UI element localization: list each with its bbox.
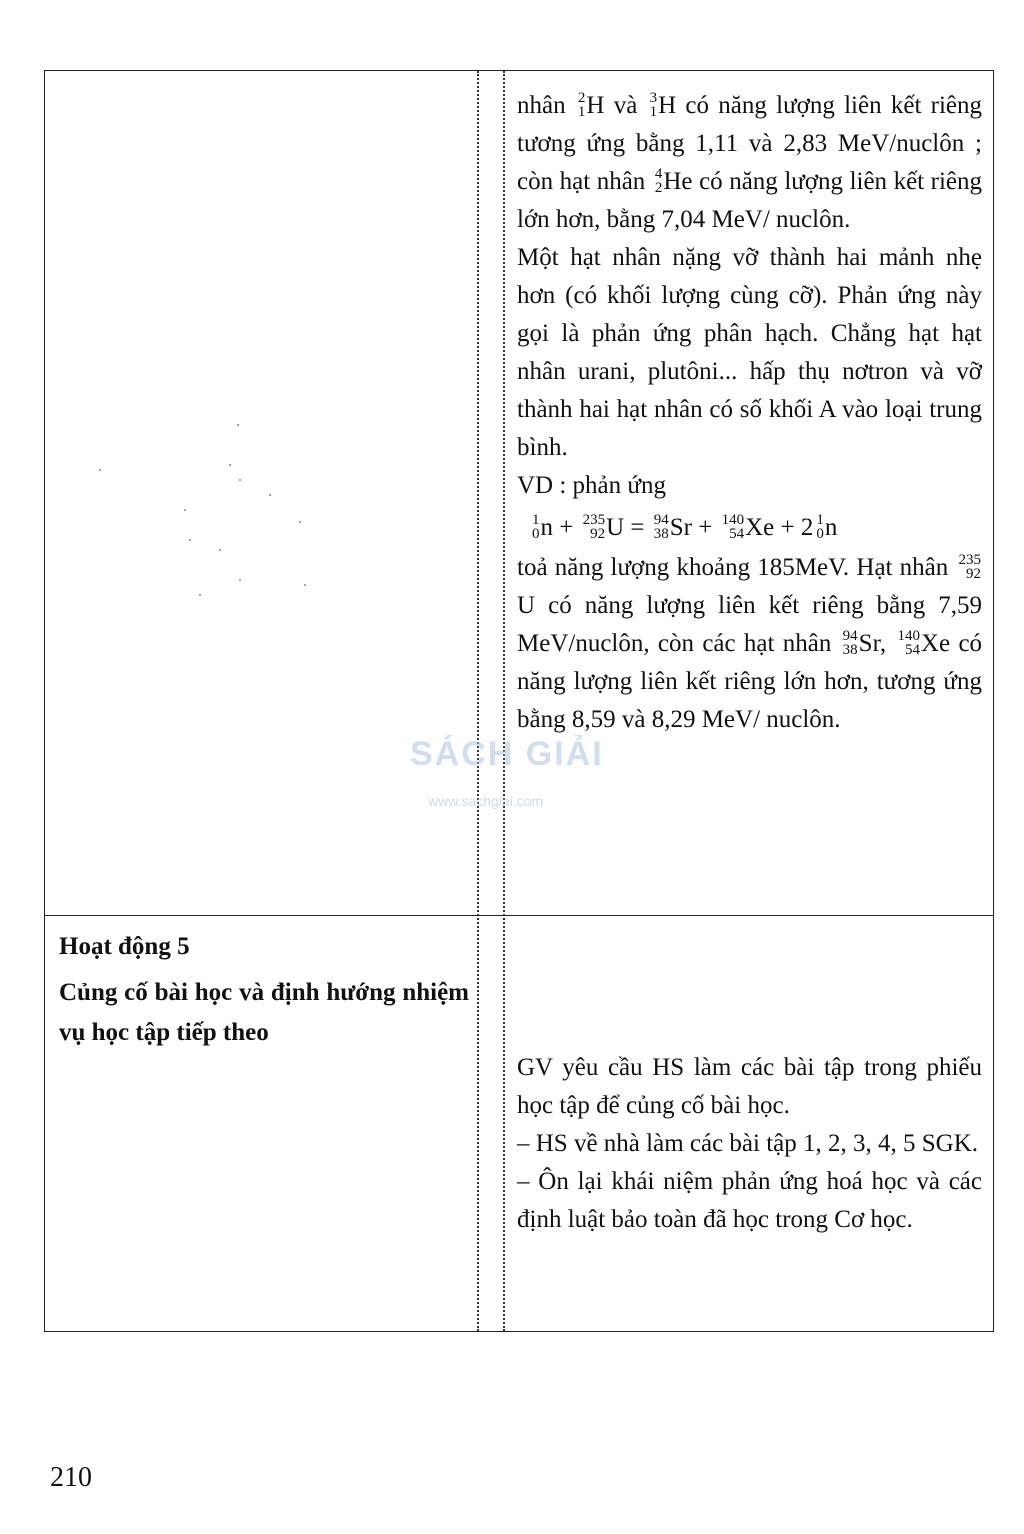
- review-instruction: – Ôn lại khái niệm phản ứng hoá học và các định luật bảo toàn đã học trong Cơ học.: [517, 1168, 982, 1233]
- row-divider: [45, 915, 993, 916]
- column-divider: [477, 71, 505, 1331]
- bottom-left-cell: [59, 927, 469, 1053]
- fission-equation: 1 0 n + 235 92 U = 94 38 Sr + 140 54 Xe + 2 1 0 n: [532, 512, 838, 543]
- page-number: 210: [50, 1462, 92, 1493]
- activity-subheading: Củng cố bài học và định hướng nhiệm vụ học tập tiếp theo: [59, 979, 469, 1046]
- paragraph-fission: Một hạt nhân nặng vỡ thành hai mảnh nhẹ hơn (có khối lượng cùng cỡ). Phản ứng này gọi là phản ứng phân hạch. Chẳng hạt hạt nhân urani, plutôni... hấp thụ nơtron và vỡ thành hai hạt nhân có số khối A vào loại trung bình.: [517, 244, 982, 461]
- paragraph-binding-energy: nhân 2 1 H và 3 1 H có năng lượng liên kết riêng tương ứng bằng 1,11 và 2,83 MeV/nuclôn ; còn hạt nhân 4 2 He có năng lượng liên kết riêng lớn hơn, bằng 7,04 MeV/ nuclôn.: [517, 90, 983, 233]
- lesson-table: [44, 70, 994, 1332]
- teacher-instruction: GV yêu cầu HS làm các bài tập trong phiếu học tập để củng cố bài học.: [517, 1054, 982, 1119]
- homework-instruction: – HS về nhà làm các bài tập 1, 2, 3, 4, 5 SGK.: [517, 1130, 979, 1157]
- bottom-right-cell: [517, 1049, 982, 1239]
- watermark-logo: SÁCH GIẢI: [410, 735, 604, 773]
- scan-speckles: [90, 420, 320, 620]
- activity-heading: Hoạt động 5: [59, 933, 190, 960]
- watermark-url: www.sachgiai.com: [428, 793, 544, 809]
- paragraph-energy-release: toả năng lượng khoảng 185MeV. Hạt nhân 235 92 U có năng lượng liên kết riêng bằng 7,59 MeV/nuclôn, còn các hạt nhân 94 38 Sr, 140 54 Xe có năng lượng liên kết riêng lớn hơn, tương ứng bằng 8,59 và 8,29 MeV/ nuclôn.: [517, 552, 983, 733]
- paragraph-example: VD : phản ứng: [517, 472, 666, 499]
- top-right-cell: [517, 87, 982, 739]
